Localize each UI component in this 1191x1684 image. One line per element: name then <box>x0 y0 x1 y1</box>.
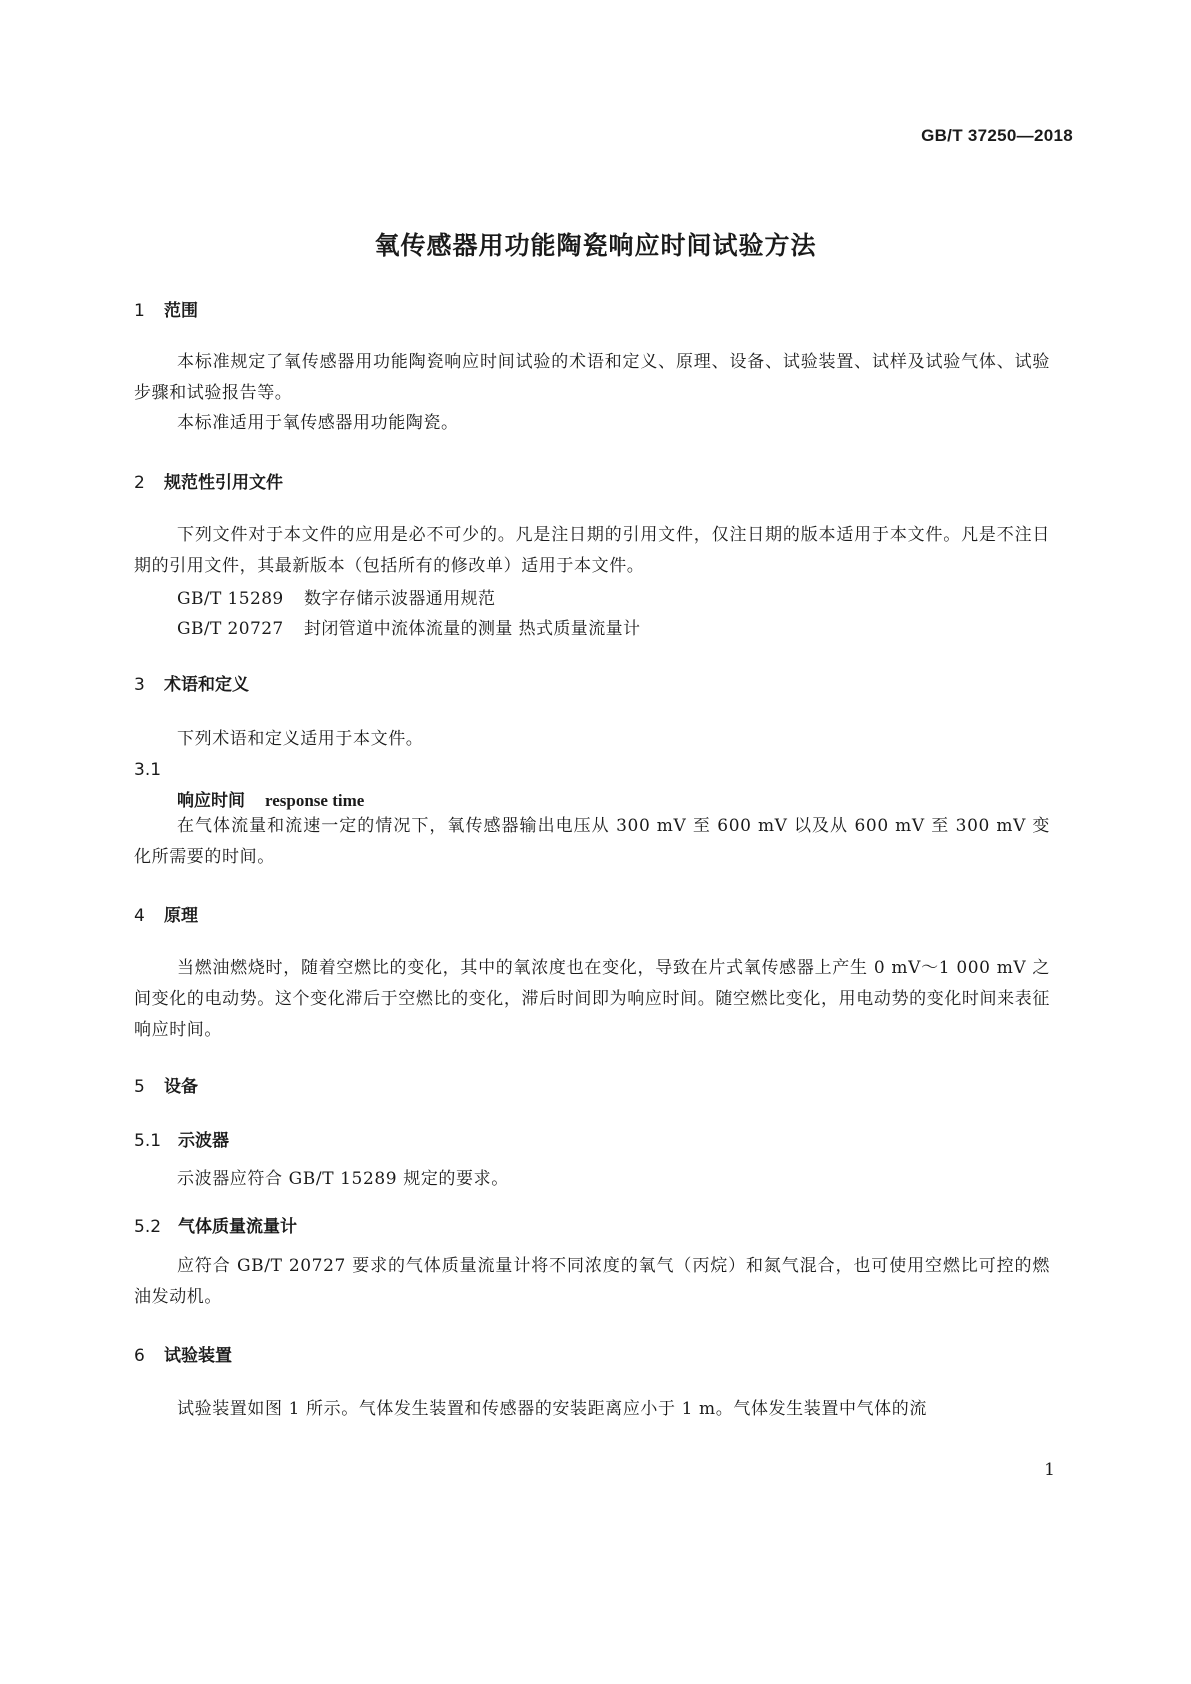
section-number: 3 <box>134 675 145 695</box>
section-number: 2 <box>134 473 145 493</box>
term-number: 3.1 <box>134 760 162 780</box>
reference-code: GB/T 15289 <box>177 589 284 609</box>
section-6-heading <box>134 1341 232 1366</box>
section-title: 术语和定义 <box>164 675 249 695</box>
section-4-heading <box>134 901 198 926</box>
section-1-paragraph-1: 本标准规定了氧传感器用功能陶瓷响应时间试验的术语和定义、原理、设备、试验装置、试样及试验气体、试验步骤和试验报告等。 <box>134 352 1050 403</box>
standard-code: GB/T 37250—2018 <box>921 126 1073 145</box>
section-3-paragraph-1: 下列术语和定义适用于本文件。 <box>177 729 424 749</box>
section-title: 设备 <box>164 1077 198 1097</box>
section-3-heading <box>134 670 249 695</box>
term-english: response time <box>265 791 365 810</box>
section-number: 5 <box>134 1077 145 1097</box>
section-5-2-paragraph: 应符合 GB/T 20727 要求的气体质量流量计将不同浓度的氧气（丙烷）和氮气混合，也可使用空燃比可控的燃油发动机。 <box>134 1256 1050 1307</box>
section-2-heading <box>134 468 283 493</box>
document-title: 氧传感器用功能陶瓷响应时间试验方法 <box>374 231 817 260</box>
term-heading <box>177 786 364 811</box>
section-4-paragraph-1: 当燃油燃烧时，随着空燃比的变化，其中的氧浓度也在变化，导致在片式氧传感器上产生 0 mV～1 000 mV 之间变化的电动势。这个变化滞后于空燃比的变化，滞后时间即为响应时间。随空燃比变化，用电动势的变化时间来表征响应时间。 <box>134 958 1050 1040</box>
term-chinese: 响应时间 <box>177 791 245 811</box>
section-2-paragraph-1: 下列文件对于本文件的应用是必不可少的。凡是注日期的引用文件，仅注日期的版本适用于本文件。凡是不注日期的引用文件，其最新版本（包括所有的修改单）适用于本文件。 <box>134 525 1050 576</box>
section-title: 试验装置 <box>164 1346 232 1366</box>
section-5-2-heading <box>134 1212 297 1237</box>
section-title: 规范性引用文件 <box>164 473 283 493</box>
section-title: 示波器 <box>178 1131 229 1151</box>
section-6-paragraph-1: 试验装置如图 1 所示。气体发生装置和传感器的安装距离应小于 1 m。气体发生装置中气体的流 <box>177 1399 927 1419</box>
term-definition: 在气体流量和流速一定的情况下，氧传感器输出电压从 300 mV 至 600 mV 以及从 600 mV 至 300 mV 变化所需要的时间。 <box>134 816 1050 867</box>
section-number: 6 <box>134 1346 145 1366</box>
section-title: 范围 <box>164 301 198 321</box>
section-1-paragraph-2: 本标准适用于氧传感器用功能陶瓷。 <box>177 413 459 433</box>
section-number: 4 <box>134 906 145 926</box>
reference-title: 封闭管道中流体流量的测量 热式质量流量计 <box>304 619 641 639</box>
section-number: 1 <box>134 301 145 321</box>
section-1-heading <box>134 296 198 321</box>
reference-code: GB/T 20727 <box>177 619 284 639</box>
section-5-1-heading <box>134 1126 229 1151</box>
reference-item <box>177 614 640 639</box>
section-5-1-paragraph: 示波器应符合 GB/T 15289 规定的要求。 <box>177 1169 509 1189</box>
section-5-heading <box>134 1072 198 1097</box>
section-title: 气体质量流量计 <box>178 1217 297 1237</box>
section-title: 原理 <box>164 906 198 926</box>
reference-item <box>177 584 495 609</box>
page-number: 1 <box>1044 1460 1055 1480</box>
section-number: 5.2 <box>134 1217 162 1237</box>
section-number: 5.1 <box>134 1131 162 1151</box>
reference-title: 数字存储示波器通用规范 <box>304 589 496 609</box>
